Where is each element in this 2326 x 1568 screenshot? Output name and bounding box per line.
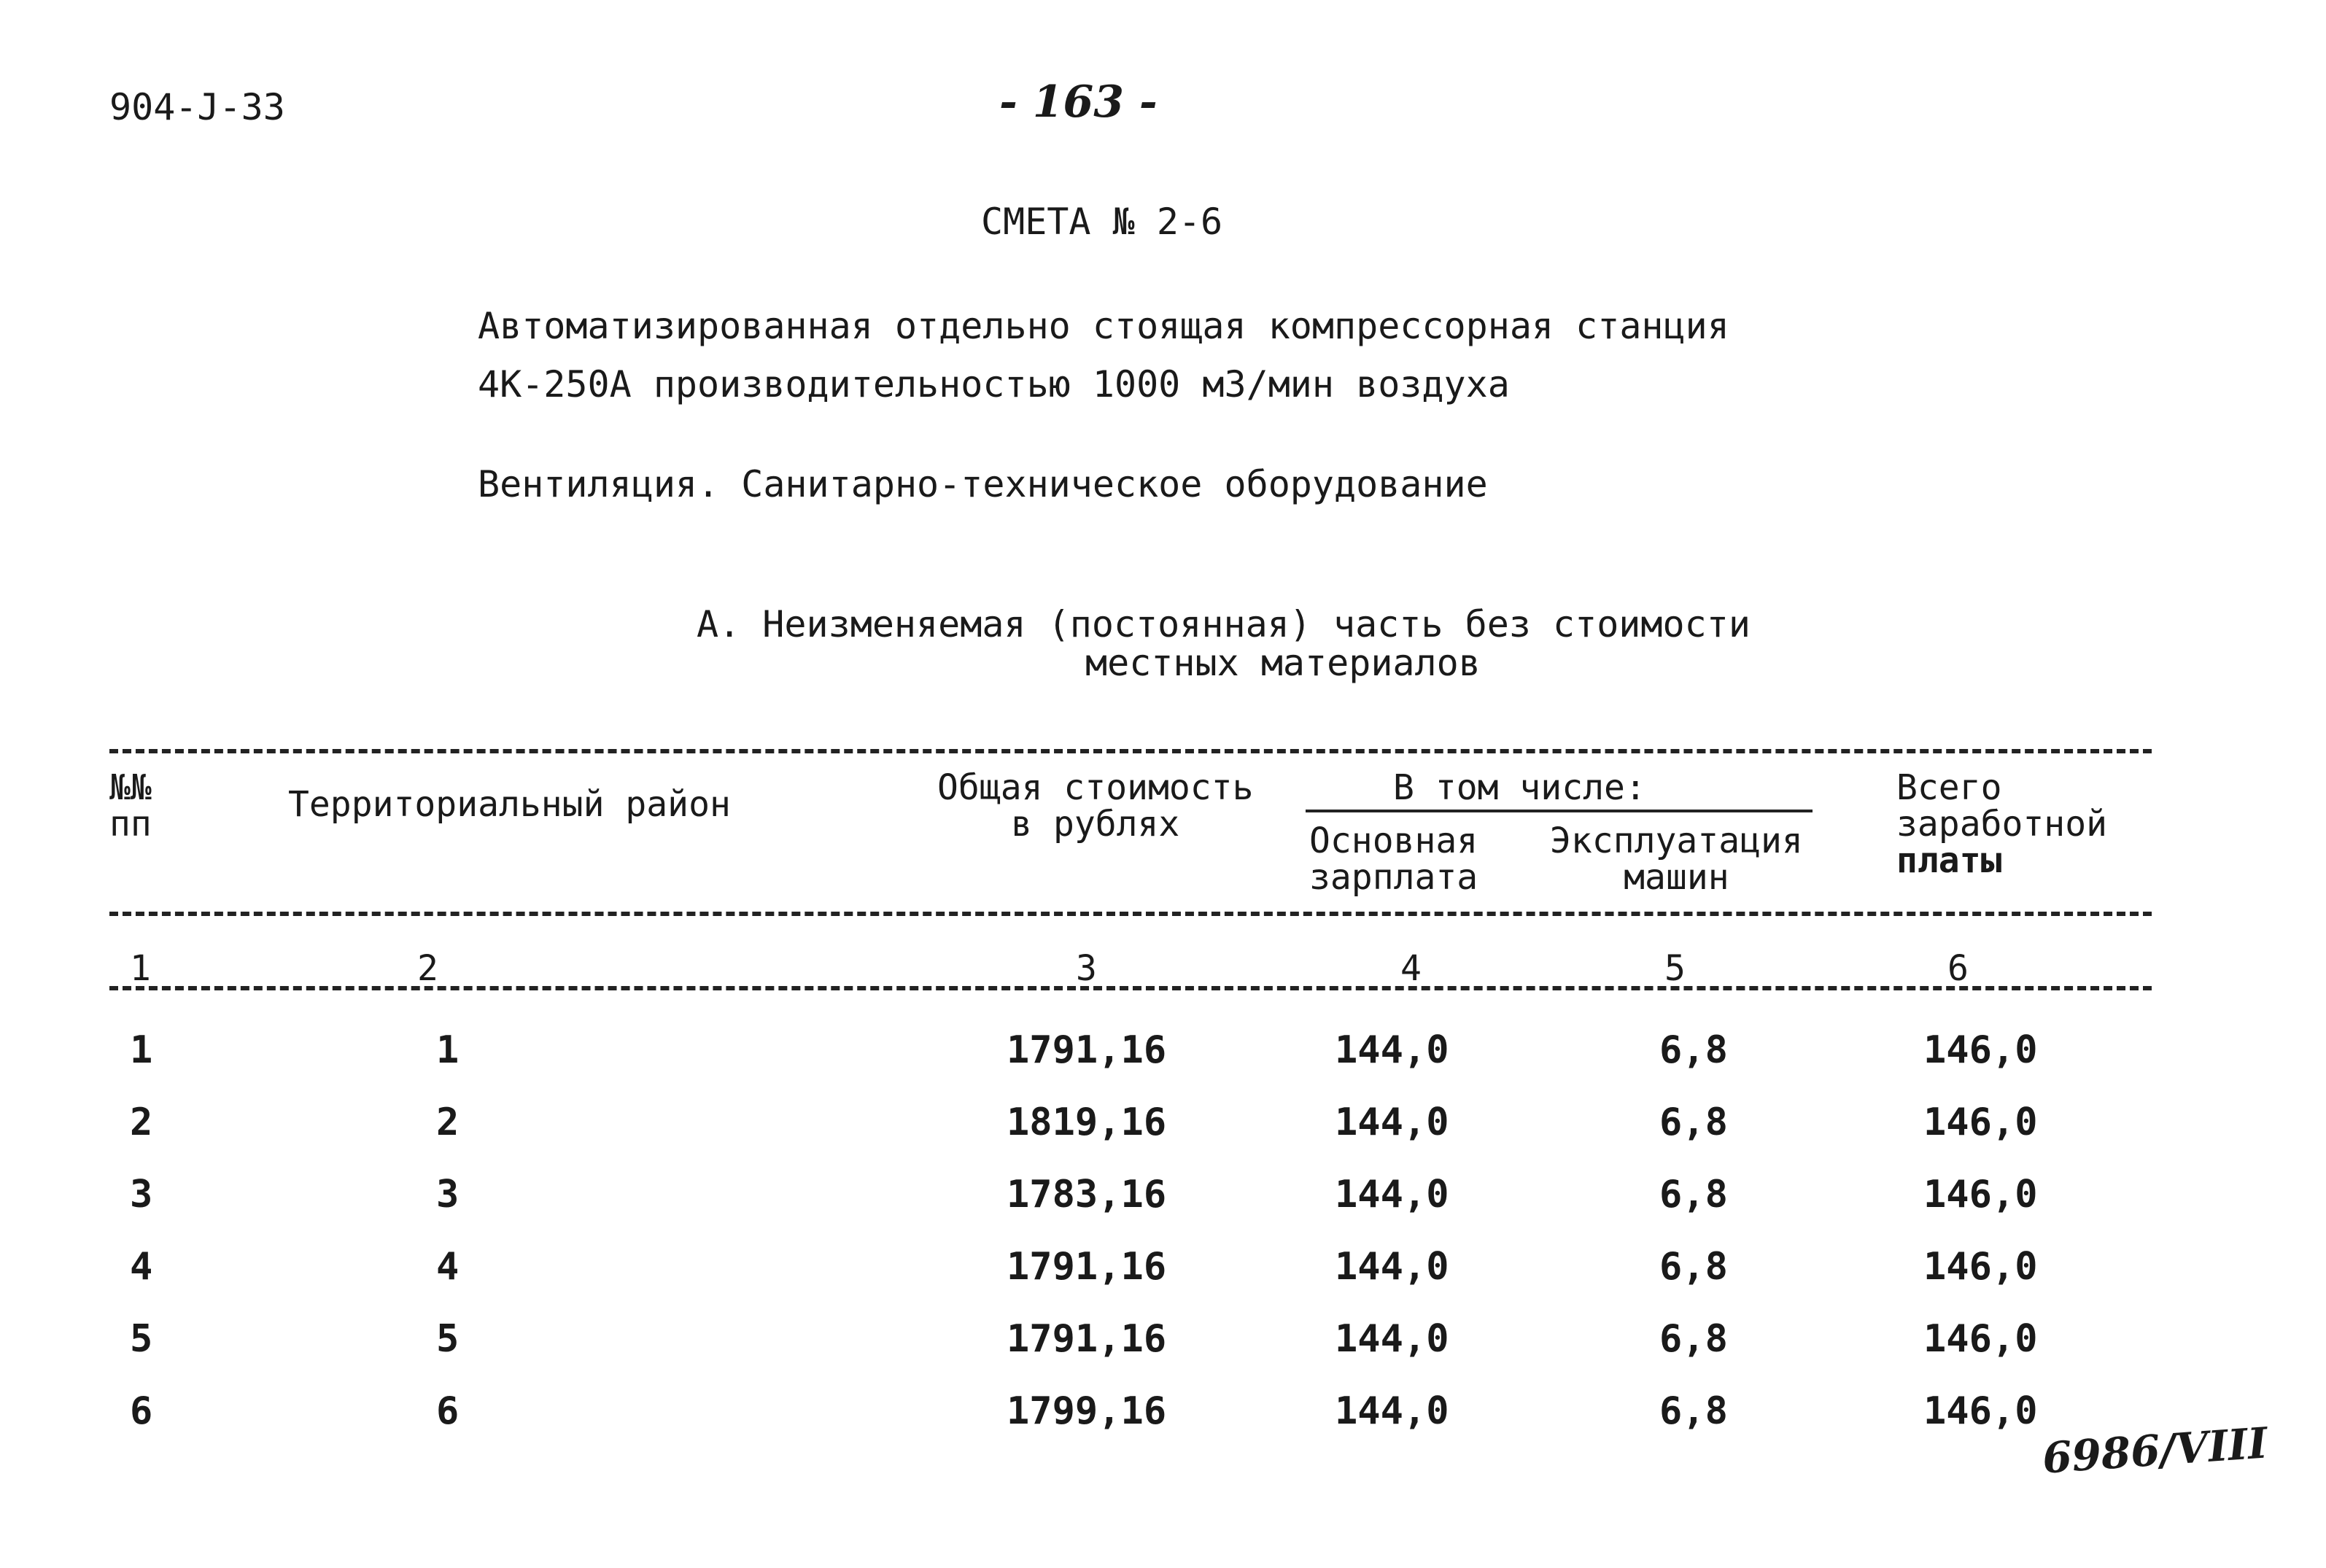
header-basic-wage-line-1: Основная <box>1309 820 1478 861</box>
cell-district: 1 <box>436 1028 460 1072</box>
cell-district: 2 <box>436 1101 460 1144</box>
cell-total-wage: 146,0 <box>1923 1173 2038 1216</box>
cell-machine-operation: 6,8 <box>1659 1028 1728 1072</box>
cell-total-cost: 1791,16 <box>1007 1028 1167 1072</box>
project-description-line-2: 4К-250А производительностью 1000 м3/мин воздуха <box>478 363 1510 405</box>
header-total-cost <box>937 767 1254 845</box>
cell-basic-wage: 144,0 <box>1335 1028 1449 1072</box>
cell-district: 4 <box>436 1245 460 1289</box>
table-top-rule <box>109 749 2152 753</box>
document-code: 904-J-33 <box>109 86 285 128</box>
section-heading-line-1: А. Неизменяемая (постоянная) часть без стоимости <box>697 603 1751 645</box>
cell-basic-wage: 144,0 <box>1335 1173 1449 1216</box>
header-total-wage-line-2: заработной <box>1896 804 2107 845</box>
cell-machine-operation: 6,8 <box>1659 1245 1728 1289</box>
estimate-title: СМЕТА № 2-6 <box>981 201 1223 243</box>
header-number-line-1: №№ <box>109 767 152 808</box>
section-category: Вентиляция. Санитарно-техническое оборудование <box>478 463 1488 505</box>
header-total-wage-line-1: Всего <box>1896 767 2002 808</box>
cell-district: 6 <box>436 1389 460 1433</box>
cell-machine-operation: 6,8 <box>1659 1101 1728 1144</box>
cell-district: 5 <box>436 1317 460 1361</box>
header-district: Территориальный район <box>288 784 731 825</box>
header-basic-wage-line-2: зарплата <box>1309 857 1478 898</box>
cell-number: 4 <box>130 1245 153 1289</box>
section-heading-line-2: местных материалов <box>1085 642 1481 684</box>
cell-number: 3 <box>130 1173 153 1216</box>
cell-number: 6 <box>130 1389 153 1433</box>
cell-total-cost: 1791,16 <box>1007 1317 1167 1361</box>
cell-total-wage: 146,0 <box>1923 1245 2038 1289</box>
header-total-cost-line-1: Общая стоимость <box>937 767 1254 808</box>
header-basic-wage <box>1309 820 1478 898</box>
cell-machine-operation: 6,8 <box>1659 1317 1728 1361</box>
column-number-2: 2 <box>417 948 438 989</box>
project-description-line-1: Автоматизированная отдельно стоящая компрессорная станция <box>478 305 1729 347</box>
cell-number: 5 <box>130 1317 153 1361</box>
header-machine-operation-line-2: машин <box>1624 857 1729 898</box>
column-number-3: 3 <box>1076 948 1097 989</box>
cell-basic-wage: 144,0 <box>1335 1317 1449 1361</box>
cell-basic-wage: 144,0 <box>1335 1101 1449 1144</box>
handwritten-archive-note: 6986/VIII <box>2041 1418 2270 1483</box>
table-header-rule <box>109 912 2152 916</box>
cell-total-wage: 146,0 <box>1923 1317 2038 1361</box>
cell-number: 2 <box>130 1101 153 1144</box>
cell-total-cost: 1791,16 <box>1007 1245 1167 1289</box>
column-number-6: 6 <box>1947 948 1969 989</box>
cell-total-wage: 146,0 <box>1923 1389 2038 1433</box>
cell-total-cost: 1783,16 <box>1007 1173 1167 1216</box>
cell-number: 1 <box>130 1028 153 1072</box>
header-number-line-2: пп <box>109 804 152 845</box>
cell-machine-operation: 6,8 <box>1659 1173 1728 1216</box>
cell-total-wage: 146,0 <box>1923 1028 2038 1072</box>
cell-total-wage: 146,0 <box>1923 1101 2038 1144</box>
header-including-rule <box>1306 810 1813 812</box>
header-total-wage <box>1896 769 2107 879</box>
cell-total-cost: 1819,16 <box>1007 1101 1167 1144</box>
column-number-5: 5 <box>1664 948 1686 989</box>
header-total-cost-line-2: в рублях <box>1011 804 1180 845</box>
header-number <box>109 767 152 845</box>
column-number-1: 1 <box>130 948 151 989</box>
header-total-wage-line-3: платы <box>1896 840 2002 881</box>
cell-machine-operation: 6,8 <box>1659 1389 1728 1433</box>
cell-total-cost: 1799,16 <box>1007 1389 1167 1433</box>
cell-basic-wage: 144,0 <box>1335 1389 1449 1433</box>
cell-district: 3 <box>436 1173 460 1216</box>
header-machine-operation <box>1550 820 1803 898</box>
column-numbers-rule <box>109 986 2152 990</box>
header-including: В том числе: <box>1393 767 1646 808</box>
cell-basic-wage: 144,0 <box>1335 1245 1449 1289</box>
column-number-4: 4 <box>1400 948 1422 989</box>
page-number: - 163 - <box>999 77 1158 128</box>
header-machine-operation-line-1: Эксплуатация <box>1550 820 1803 861</box>
